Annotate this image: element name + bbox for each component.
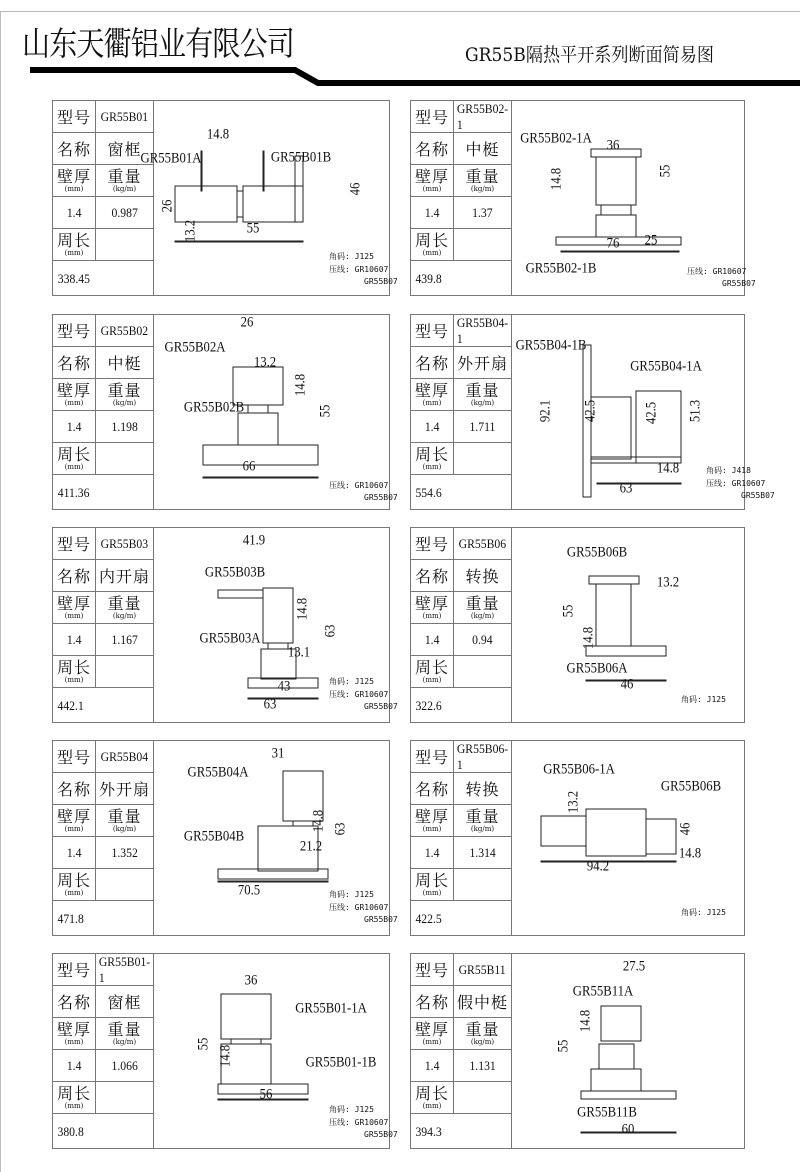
wall-thickness-value: 1.4	[66, 844, 82, 860]
profile-section	[589, 576, 639, 584]
name-value: 转换	[465, 567, 500, 586]
dimension-label: 14.8	[656, 460, 680, 477]
profile-panel	[410, 953, 745, 1149]
profile-section	[248, 698, 318, 699]
profile-section	[646, 819, 676, 854]
field-label: 型号	[414, 961, 449, 980]
profile-section	[586, 809, 646, 856]
weight-value: 0.94	[472, 631, 493, 647]
dimension-label: 55	[246, 220, 260, 237]
unit-label: (mm)	[64, 1037, 84, 1046]
dimension-label: 36	[606, 137, 620, 154]
part-label: GR55B03A	[199, 630, 261, 647]
model-value: GR55B02	[100, 322, 149, 338]
dimension-label: 70.5	[237, 882, 261, 899]
field-label: 壁厚	[56, 380, 91, 400]
wall-thickness-value: 1.4	[424, 631, 440, 647]
unit-label: (mm)	[64, 398, 84, 407]
part-label: GR55B06B	[660, 778, 722, 795]
field-label: 名称	[56, 993, 91, 1012]
dimension-label: 63	[263, 696, 277, 713]
wall-thickness-value: 1.4	[66, 418, 82, 434]
field-label: 周长	[414, 657, 449, 677]
name-value: 外开扇	[98, 780, 150, 799]
profile-section	[586, 646, 666, 656]
unit-label: (mm)	[422, 462, 442, 471]
field-label: 周长	[56, 870, 91, 890]
profile-section	[561, 251, 679, 252]
part-label: GR55B11A	[572, 983, 634, 1000]
field-label: 型号	[414, 535, 449, 554]
unit-label: (mm)	[64, 675, 84, 684]
dimension-label: 31	[271, 745, 285, 762]
perimeter-value: 422.5	[415, 911, 442, 926]
unit-label: (kg/m)	[470, 184, 495, 193]
company-name: 山东天衢铝业有限公司	[22, 24, 294, 63]
profile-section	[218, 590, 263, 598]
dimension-label: 55	[657, 164, 674, 178]
unit-label: (mm)	[64, 888, 84, 897]
unit-label: (mm)	[422, 888, 442, 897]
part-label: GR55B01-1A	[295, 1000, 367, 1017]
field-label: 周长	[56, 444, 91, 464]
dimension-label: 21.2	[299, 838, 323, 855]
dimension-label: 66	[242, 458, 256, 475]
accessory-note: 角码: J125	[681, 695, 726, 704]
field-label: 壁厚	[414, 593, 449, 613]
field-label: 重量	[107, 806, 142, 826]
dimension-label: 42.5	[582, 399, 599, 423]
profile-panel	[52, 314, 398, 510]
field-label: 型号	[56, 961, 91, 980]
accessory-note: GR55B07	[364, 277, 398, 286]
weight-value: 1.167	[111, 631, 138, 647]
field-label: 壁厚	[56, 1019, 91, 1039]
profile-section	[597, 483, 681, 484]
part-label: GR55B06-1A	[543, 761, 615, 778]
field-label: 周长	[56, 230, 91, 250]
accessory-note: 角码: J125	[681, 908, 726, 917]
accessory-note: 角码: J125	[329, 1105, 374, 1114]
model-value: GR55B04-1	[456, 314, 509, 346]
name-value: 窗框	[107, 140, 142, 159]
dimension-label: 14.8	[294, 597, 311, 621]
wall-thickness-value: 1.4	[66, 1057, 82, 1073]
profile-section	[596, 584, 631, 646]
field-label: 周长	[56, 1083, 91, 1103]
dimension-label: 41.9	[242, 532, 266, 549]
part-label: GR55B02-1B	[525, 260, 597, 277]
unit-label: (mm)	[422, 611, 442, 620]
perimeter-value: 554.6	[415, 485, 442, 500]
field-label: 壁厚	[56, 593, 91, 613]
field-label: 型号	[414, 108, 449, 127]
field-label: 重量	[465, 593, 500, 613]
profile-section	[601, 1006, 641, 1041]
profile-section	[596, 157, 636, 205]
dimension-label: 51.3	[687, 399, 704, 423]
unit-label: (mm)	[422, 824, 442, 833]
field-label: 重量	[107, 593, 142, 613]
dimension-label: 27.5	[622, 958, 646, 975]
dimension-label: 13.2	[565, 790, 582, 814]
unit-label: (mm)	[422, 1101, 442, 1110]
part-label: GR55B04B	[183, 828, 245, 845]
dimension-label: 14.8	[292, 373, 309, 397]
accessory-note: 压线: GR10607	[687, 267, 747, 276]
weight-value: 1.37	[472, 204, 493, 220]
field-label: 周长	[56, 657, 91, 677]
part-label: GR55B04A	[187, 764, 249, 781]
field-label: 型号	[414, 322, 449, 341]
accessory-note: 压线: GR10607	[329, 481, 389, 490]
weight-value: 1.198	[111, 418, 138, 434]
field-label: 型号	[56, 322, 91, 341]
profile-section	[237, 191, 243, 217]
dimension-label: 63	[322, 624, 339, 638]
profile-section	[203, 445, 318, 465]
part-label: GR55B03B	[204, 564, 266, 581]
field-label: 名称	[414, 140, 449, 159]
profile-panel	[52, 953, 398, 1149]
unit-label: (mm)	[422, 1037, 442, 1046]
profile-section	[591, 1069, 641, 1091]
unit-label: (kg/m)	[470, 824, 495, 833]
accessory-note: 压线: GR10607	[706, 479, 766, 488]
dimension-label: 56	[259, 1086, 273, 1103]
unit-label: (kg/m)	[112, 824, 137, 833]
wall-thickness-value: 1.4	[424, 418, 440, 434]
profile-panel	[52, 527, 398, 723]
name-value: 外开扇	[456, 354, 508, 373]
part-label: GR55B02-1A	[520, 130, 592, 147]
dimension-label: 14.8	[206, 126, 230, 143]
profile-panel	[410, 740, 745, 936]
wall-thickness-value: 1.4	[66, 204, 82, 220]
profile-section	[238, 413, 278, 445]
dimension-label: 63	[332, 822, 349, 836]
unit-label: (mm)	[64, 611, 84, 620]
unit-label: (kg/m)	[470, 1037, 495, 1046]
dimension-label: 46	[347, 182, 364, 196]
field-label: 壁厚	[414, 1019, 449, 1039]
field-label: 重量	[465, 166, 500, 186]
name-value: 转换	[465, 780, 500, 799]
part-label: GR55B11B	[577, 1104, 637, 1121]
profile-section	[248, 405, 268, 413]
profile-section	[231, 1039, 261, 1044]
dimension-label: 13.1	[287, 644, 311, 661]
part-label: GR55B01-1B	[305, 1054, 377, 1071]
field-label: 名称	[56, 567, 91, 586]
part-label: GR55B04-1A	[630, 358, 702, 375]
dimension-label: 55	[560, 604, 577, 618]
unit-label: (mm)	[422, 675, 442, 684]
dimension-label: 46	[620, 676, 634, 693]
field-label: 周长	[414, 230, 449, 250]
profile-panel	[52, 100, 398, 296]
part-label: GR55B02A	[164, 339, 226, 356]
accessory-note: 压线: GR10607	[329, 265, 389, 274]
unit-label: (mm)	[64, 184, 84, 193]
field-label: 型号	[414, 748, 449, 767]
part-label: GR55B02B	[183, 399, 245, 416]
accessory-note: 压线: GR10607	[329, 690, 389, 699]
field-label: 名称	[414, 993, 449, 1012]
unit-label: (mm)	[64, 824, 84, 833]
profile-section	[599, 1044, 634, 1069]
dimension-label: 42.5	[643, 401, 660, 425]
model-value: GR55B11	[458, 961, 507, 977]
field-label: 名称	[56, 354, 91, 373]
profile-section	[596, 215, 636, 237]
profile-section	[203, 477, 318, 478]
name-value: 窗框	[107, 993, 142, 1012]
dimension-label: 55	[195, 1037, 212, 1051]
profile-section	[581, 1091, 676, 1099]
field-label: 周长	[414, 870, 449, 890]
dimension-label: 14.8	[548, 167, 565, 191]
dimension-label: 13.2	[182, 219, 199, 243]
weight-value: 1.711	[469, 418, 496, 434]
accessory-note: 角码: J125	[329, 890, 374, 899]
name-value: 中梃	[107, 354, 142, 373]
model-value: GR55B01	[100, 108, 149, 124]
unit-label: (kg/m)	[470, 398, 495, 407]
dimension-label: 60	[621, 1121, 635, 1138]
header-rule	[0, 0, 800, 100]
perimeter-value: 439.8	[415, 271, 442, 286]
perimeter-value: 442.1	[57, 698, 84, 713]
part-label: GR55B04-1B	[515, 337, 587, 354]
model-value: GR55B06	[458, 535, 507, 551]
model-value: GR55B01-1	[98, 953, 151, 985]
weight-value: 1.131	[469, 1057, 496, 1073]
model-value: GR55B04	[100, 748, 149, 764]
profile-section	[263, 588, 293, 643]
dimension-label: 26	[159, 199, 176, 213]
model-value: GR55B03	[100, 535, 149, 551]
profile-panel	[410, 314, 775, 510]
perimeter-value: 322.6	[415, 698, 442, 713]
dimension-label: 36	[244, 972, 258, 989]
profile-section	[601, 205, 631, 215]
unit-label: (kg/m)	[112, 398, 137, 407]
perimeter-value: 394.3	[415, 1124, 442, 1139]
accessory-note: GR55B07	[722, 279, 756, 288]
part-label: GR55B06A	[566, 660, 628, 677]
dimension-label: 76	[606, 235, 620, 252]
dimension-label: 92.1	[537, 399, 554, 423]
dimension-label: 14.8	[310, 809, 327, 833]
accessory-note: 压线: GR10607	[329, 1118, 389, 1127]
profile-section	[263, 151, 264, 191]
profile-panel	[52, 740, 398, 936]
unit-label: (mm)	[422, 248, 442, 257]
unit-label: (mm)	[64, 1101, 84, 1110]
unit-label: (kg/m)	[112, 611, 137, 620]
field-label: 重量	[107, 380, 142, 400]
part-label: GR55B01B	[270, 149, 332, 166]
accessory-note: GR55B07	[364, 493, 398, 502]
field-label: 名称	[414, 780, 449, 799]
dimension-label: 46	[677, 822, 694, 836]
dimension-label: 43	[277, 678, 291, 695]
weight-value: 0.987	[111, 204, 138, 220]
field-label: 型号	[56, 108, 91, 127]
accessory-note: 角码: J125	[329, 252, 374, 261]
unit-label: (kg/m)	[112, 184, 137, 193]
unit-label: (mm)	[422, 184, 442, 193]
accessory-note: GR55B07	[364, 915, 398, 924]
profile-section	[175, 186, 237, 222]
profile-section	[243, 186, 303, 222]
wall-thickness-value: 1.4	[424, 1057, 440, 1073]
field-label: 壁厚	[56, 166, 91, 186]
accessory-note: 压线: GR10607	[329, 903, 389, 912]
weight-value: 1.352	[111, 844, 138, 860]
dimension-label: 14.8	[217, 1044, 234, 1068]
field-label: 型号	[56, 748, 91, 767]
perimeter-value: 380.8	[57, 1124, 84, 1139]
unit-label: (mm)	[64, 462, 84, 471]
profile-section	[221, 994, 271, 1039]
accessory-note: 角码: J125	[329, 677, 374, 686]
dimension-label: 13.2	[656, 574, 680, 591]
name-value: 中梃	[465, 140, 500, 159]
name-value: 假中梃	[456, 993, 508, 1012]
wall-thickness-value: 1.4	[424, 844, 440, 860]
unit-label: (mm)	[422, 398, 442, 407]
field-label: 周长	[414, 1083, 449, 1103]
field-label: 重量	[465, 1019, 500, 1039]
dimension-label: 94.2	[586, 858, 610, 875]
field-label: 壁厚	[414, 380, 449, 400]
dimension-label: 55	[317, 404, 334, 418]
perimeter-value: 338.45	[57, 271, 90, 286]
unit-label: (mm)	[64, 248, 84, 257]
dimension-label: 26	[240, 314, 254, 331]
profile-section	[218, 881, 328, 882]
weight-value: 1.314	[469, 844, 496, 860]
wall-thickness-value: 1.4	[66, 631, 82, 647]
dimension-label: 63	[619, 480, 633, 497]
unit-label: (kg/m)	[112, 1037, 137, 1046]
field-label: 型号	[56, 535, 91, 554]
field-label: 壁厚	[414, 166, 449, 186]
profile-panel	[410, 527, 745, 723]
profile-section	[268, 643, 288, 649]
field-label: 壁厚	[414, 806, 449, 826]
accessory-note: 角码: J418	[706, 466, 751, 475]
field-label: 重量	[465, 380, 500, 400]
page-title: GR55B隔热平开系列断面简易图	[465, 44, 714, 66]
field-label: 名称	[414, 354, 449, 373]
perimeter-value: 471.8	[57, 911, 84, 926]
field-label: 周长	[414, 444, 449, 464]
accessory-note: GR55B07	[364, 702, 398, 711]
model-value: GR55B06-1	[456, 740, 509, 772]
dimension-label: 14.8	[580, 626, 597, 650]
profile-panel	[410, 100, 756, 296]
part-label: GR55B01A	[140, 150, 202, 167]
field-label: 名称	[56, 140, 91, 159]
unit-label: (kg/m)	[470, 611, 495, 620]
wall-thickness-value: 1.4	[424, 204, 440, 220]
dimension-label: 14.8	[577, 1009, 594, 1033]
accessory-note: GR55B07	[741, 491, 775, 500]
weight-value: 1.066	[111, 1057, 138, 1073]
profile-section	[541, 816, 586, 846]
dimension-label: 13.2	[253, 354, 277, 371]
dimension-label: 55	[555, 1039, 572, 1053]
field-label: 名称	[414, 567, 449, 586]
accessory-note: GR55B07	[364, 1130, 398, 1139]
perimeter-value: 411.36	[57, 485, 90, 500]
dimension-label: 14.8	[678, 845, 702, 862]
name-value: 内开扇	[98, 567, 150, 586]
model-value: GR55B02-1	[456, 100, 509, 132]
part-label: GR55B06B	[566, 544, 628, 561]
field-label: 名称	[56, 780, 91, 799]
field-label: 重量	[465, 806, 500, 826]
field-label: 壁厚	[56, 806, 91, 826]
dimension-label: 25	[644, 232, 658, 249]
field-label: 重量	[107, 166, 142, 186]
field-label: 重量	[107, 1019, 142, 1039]
